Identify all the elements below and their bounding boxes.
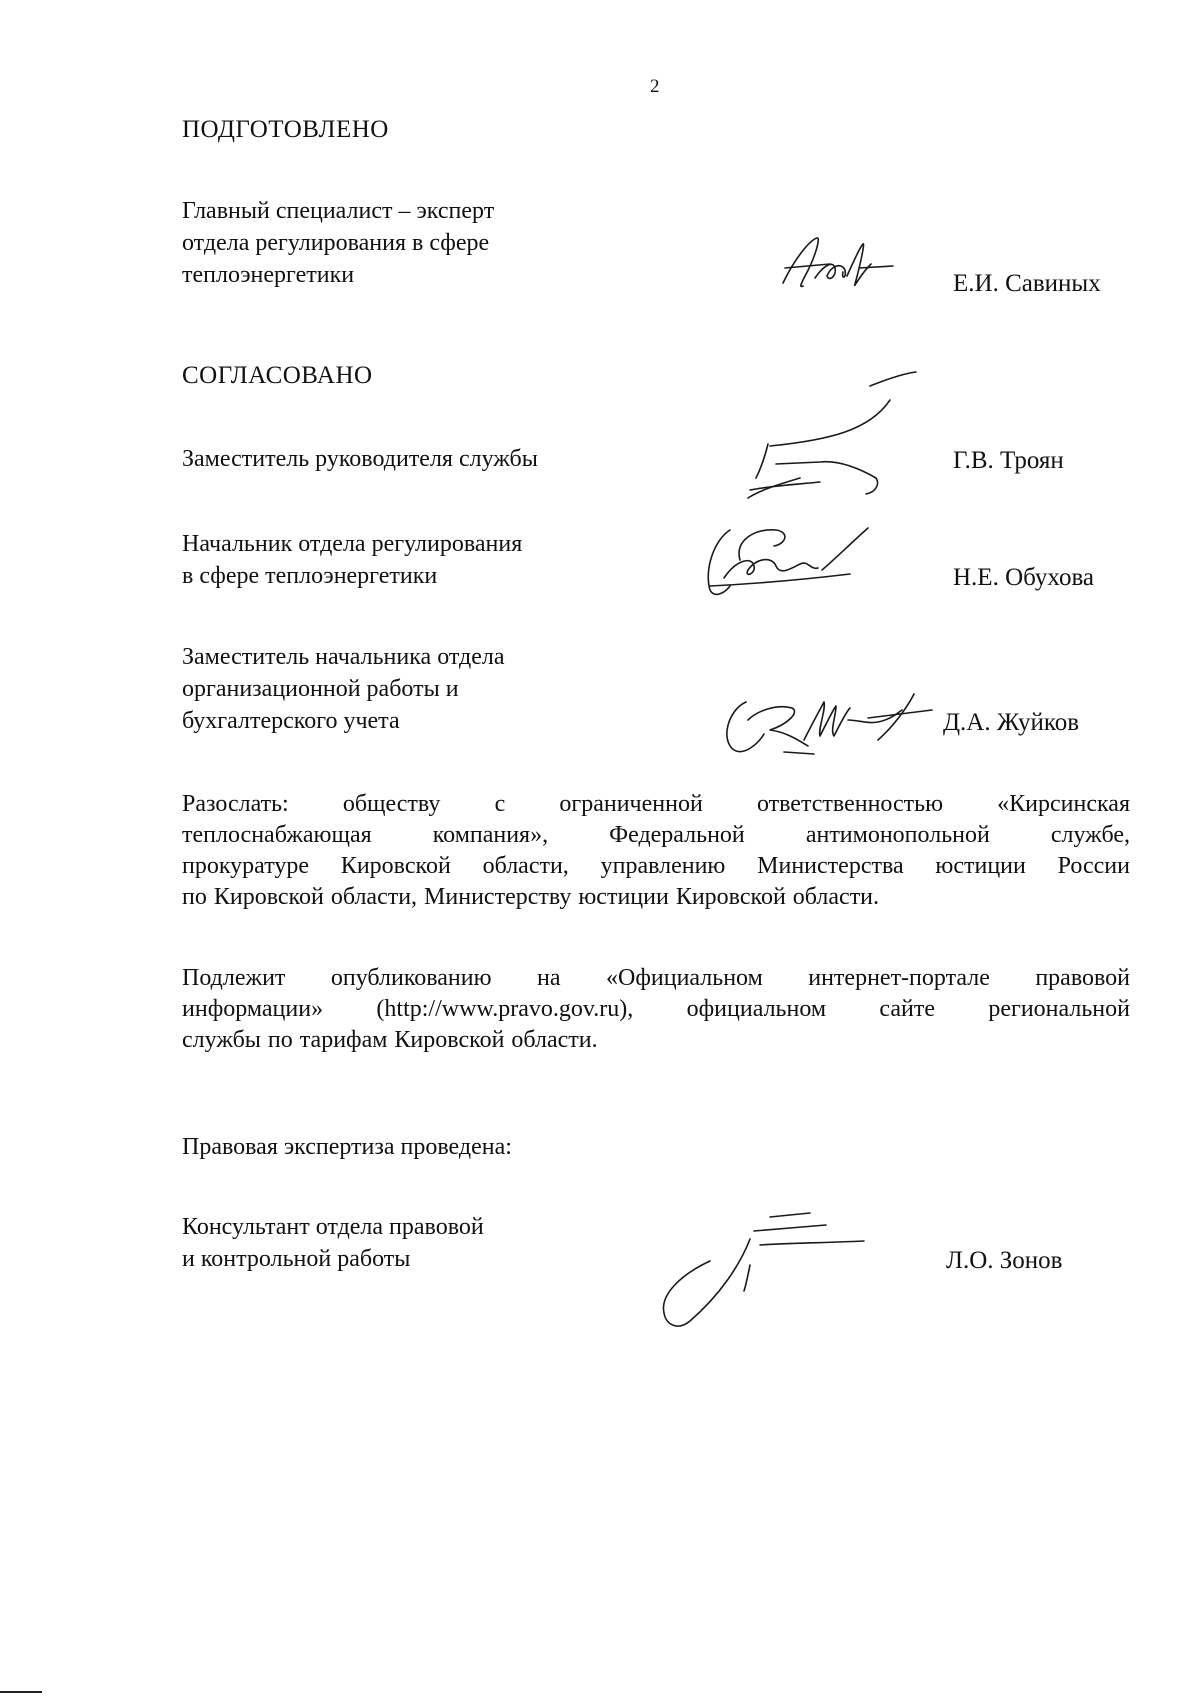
scan-margin-mark [0, 1691, 42, 1693]
distribution-paragraph [182, 789, 1130, 913]
page-number: 2 [650, 76, 660, 97]
distribution-line-1: Разослать: обществу с ограниченной ответственностью «Кирсинская [182, 791, 1130, 817]
prepared-position-line-1: Главный специалист – эксперт [182, 198, 495, 224]
approver-1-position-line-1: Заместитель руководителя службы [182, 446, 538, 472]
signature-zhuykov [718, 680, 968, 760]
publication-paragraph [182, 963, 1130, 1056]
approved-heading: СОГЛАСОВАНО [182, 362, 373, 389]
signature-obukhova [700, 520, 880, 600]
legal-review-position-line-1: Консультант отдела правовой [182, 1214, 484, 1240]
approver-2-position-line-1: Начальник отдела регулирования [182, 531, 523, 557]
publication-line-1: Подлежит опубликованию на «Официальном интернет-портале правовой [182, 965, 1130, 991]
legal-review-heading: Правовая экспертиза проведена: [182, 1134, 512, 1160]
prepared-heading: ПОДГОТОВЛЕНО [182, 116, 389, 143]
approver-2-name: Н.Е. Обухова [953, 564, 1095, 591]
signature-zonov [650, 1205, 870, 1335]
prepared-name: Е.И. Савиных [953, 270, 1101, 297]
legal-review-position-line-2: и контрольной работы [182, 1246, 411, 1272]
prepared-position-line-2: отдела регулирования в сфере [182, 230, 490, 256]
signature-troyan [740, 360, 920, 510]
distribution-line-2: теплоснабжающая компания», Федеральной антимонопольной службе, [182, 822, 1130, 848]
distribution-line-4: по Кировской области, Министерству юстиции Кировской области. [182, 884, 880, 910]
approver-3-position-line-3: бухгалтерского учета [182, 708, 400, 734]
approver-3-position-line-1: Заместитель начальника отдела [182, 644, 505, 670]
approver-3-position-line-2: организационной работы и [182, 676, 459, 702]
publication-line-3: службы по тарифам Кировской области. [182, 1027, 598, 1053]
signature-savinykh [775, 228, 905, 298]
publication-line-2: информации» (http://www.pravo.gov.ru), официальном сайте региональной [182, 996, 1130, 1022]
approver-2-position-line-2: в сфере теплоэнергетики [182, 563, 438, 589]
distribution-line-3: прокуратуре Кировской области, управлению Министерства юстиции России [182, 853, 1130, 879]
approver-1-name: Г.В. Троян [953, 447, 1064, 474]
approver-3-name: Д.А. Жуйков [943, 709, 1080, 736]
legal-review-name: Л.О. Зонов [946, 1247, 1063, 1274]
prepared-position-line-3: теплоэнергетики [182, 262, 355, 288]
